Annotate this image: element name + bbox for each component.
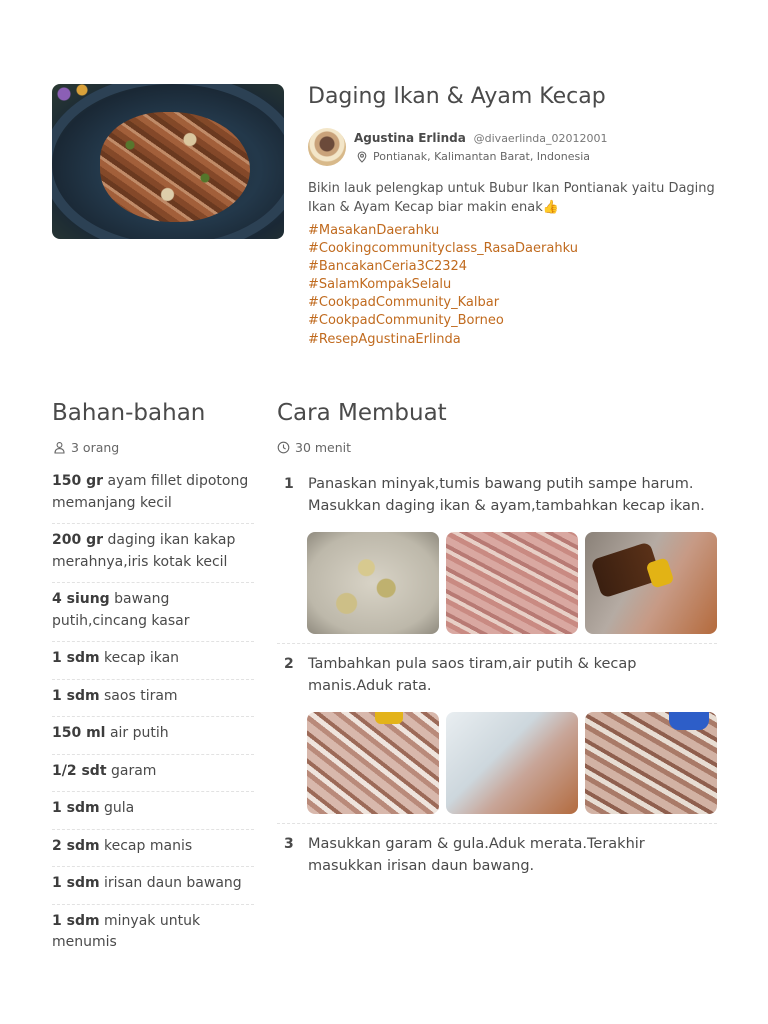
ingredient-item xyxy=(52,717,254,755)
ingredient-qty: 1/2 sdt xyxy=(52,762,107,779)
ingredient-item xyxy=(52,792,254,830)
step-photo[interactable] xyxy=(585,532,717,634)
food-on-plate xyxy=(100,112,250,222)
hashtag-link[interactable]: #Cookingcommunityclass_RasaDaerahku xyxy=(308,241,578,257)
ingredient-item xyxy=(52,524,254,583)
ingredient-qty: 1 sdm xyxy=(52,875,100,891)
author-location xyxy=(356,150,590,163)
ingredient-name: air putih xyxy=(109,725,169,741)
servings xyxy=(53,440,119,455)
ingredient-item xyxy=(52,680,254,718)
ingredient-qty: 150 gr xyxy=(52,473,104,489)
ingredient-qty: 1 sdm xyxy=(52,800,100,816)
step-number: 1 xyxy=(284,476,294,492)
servings-text: 3 orang xyxy=(71,440,120,455)
flower-decoration xyxy=(52,84,92,114)
steps-heading: Cara Membuat xyxy=(277,400,447,426)
bottle-cap xyxy=(375,712,403,724)
ingredient-name: kecap ikan xyxy=(104,650,180,666)
hashtag-link[interactable]: #ResepAgustinaErlinda xyxy=(308,331,461,347)
step-text: Panaskan minyak,tumis bawang putih sampe harum. Masukkan daging ikan & ayam,tambahkan kecap ikan. xyxy=(308,476,705,514)
ingredient-qty: 1 sdm xyxy=(52,687,100,704)
step-text: Masukkan garam & gula.Aduk merata.Terakhir masukkan irisan daun bawang. xyxy=(308,836,645,874)
ingredients-heading: Bahan-bahan xyxy=(52,400,206,426)
step-number: 3 xyxy=(284,836,294,852)
ingredient-item xyxy=(52,830,254,868)
ingredient-name: gula xyxy=(104,800,135,816)
ingredient-list xyxy=(52,465,254,963)
ingredient-name: saos tiram xyxy=(104,687,178,704)
step-photo[interactable] xyxy=(585,712,717,814)
ingredient-name: irisan daun bawang xyxy=(104,875,242,891)
ingredient-item xyxy=(52,755,254,793)
ingredient-name: daging ikan kakap merahnya,iris kotak kecil xyxy=(52,532,236,570)
ingredient-name: bawang putih,cincang kasar xyxy=(52,591,190,629)
recipe-description: Bikin lauk pelengkap untuk Bubur Ikan Pontianak yaitu Daging Ikan & Ayam Kecap biar makin enak👍 xyxy=(308,181,715,215)
ingredient-name: minyak untuk menumis xyxy=(52,912,201,950)
step-photo[interactable] xyxy=(307,532,439,634)
ingredient-qty: 2 sdm xyxy=(52,837,100,854)
step-number: 2 xyxy=(284,656,294,672)
duration-text: 30 menit xyxy=(295,440,352,455)
ingredient-qty: 4 siung xyxy=(52,591,110,607)
step-photo[interactable] xyxy=(446,532,578,634)
location-text: Pontianak, Kalimantan Barat, Indonesia xyxy=(373,150,591,163)
author-line xyxy=(354,131,608,145)
step-text: Tambahkan pula saos tiram,air putih & kecap manis.Aduk rata. xyxy=(308,656,637,694)
ingredient-qty: 150 ml xyxy=(52,725,106,741)
bottle-cap xyxy=(646,557,675,589)
hashtag-link[interactable]: #SalamKompakSelalu xyxy=(308,277,452,293)
person-icon xyxy=(53,441,66,454)
hashtag-link[interactable]: #MasakanDaerahku xyxy=(308,223,440,238)
ingredient-item xyxy=(52,465,254,524)
ingredient-qty: 1 sdm xyxy=(52,912,100,929)
hashtag-list xyxy=(308,222,578,349)
hashtag-link[interactable]: #BancakanCeria3C2324 xyxy=(308,259,468,275)
step-photo[interactable] xyxy=(446,712,578,814)
ingredient-qty: 200 gr xyxy=(52,532,104,548)
hashtag-link[interactable]: #CookpadCommunity_Kalbar xyxy=(308,295,500,311)
step-divider xyxy=(277,823,717,824)
recipe-hero-photo[interactable] xyxy=(52,84,284,239)
author-name[interactable]: Agustina Erlinda xyxy=(354,131,466,145)
ingredient-name: kecap manis xyxy=(104,837,193,854)
ingredient-item xyxy=(52,905,254,963)
author-handle[interactable]: @divaerlinda_02012001 xyxy=(473,132,608,145)
step-divider xyxy=(277,643,717,644)
map-pin-icon xyxy=(356,151,368,163)
ingredient-name: garam xyxy=(110,762,157,779)
ingredient-qty: 1 sdm xyxy=(52,650,100,666)
hashtag-link[interactable]: #CookpadCommunity_Borneo xyxy=(308,313,504,329)
bottle-cap xyxy=(669,712,709,730)
ingredient-item xyxy=(52,867,254,905)
ingredient-item xyxy=(52,642,254,680)
author-avatar[interactable] xyxy=(308,128,346,166)
ingredient-name: ayam fillet dipotong memanjang kecil xyxy=(52,473,249,511)
ingredient-item xyxy=(52,583,254,642)
cook-duration xyxy=(277,440,351,455)
clock-icon xyxy=(277,441,290,454)
recipe-title: Daging Ikan & Ayam Kecap xyxy=(308,84,606,109)
step-photo[interactable] xyxy=(307,712,439,814)
